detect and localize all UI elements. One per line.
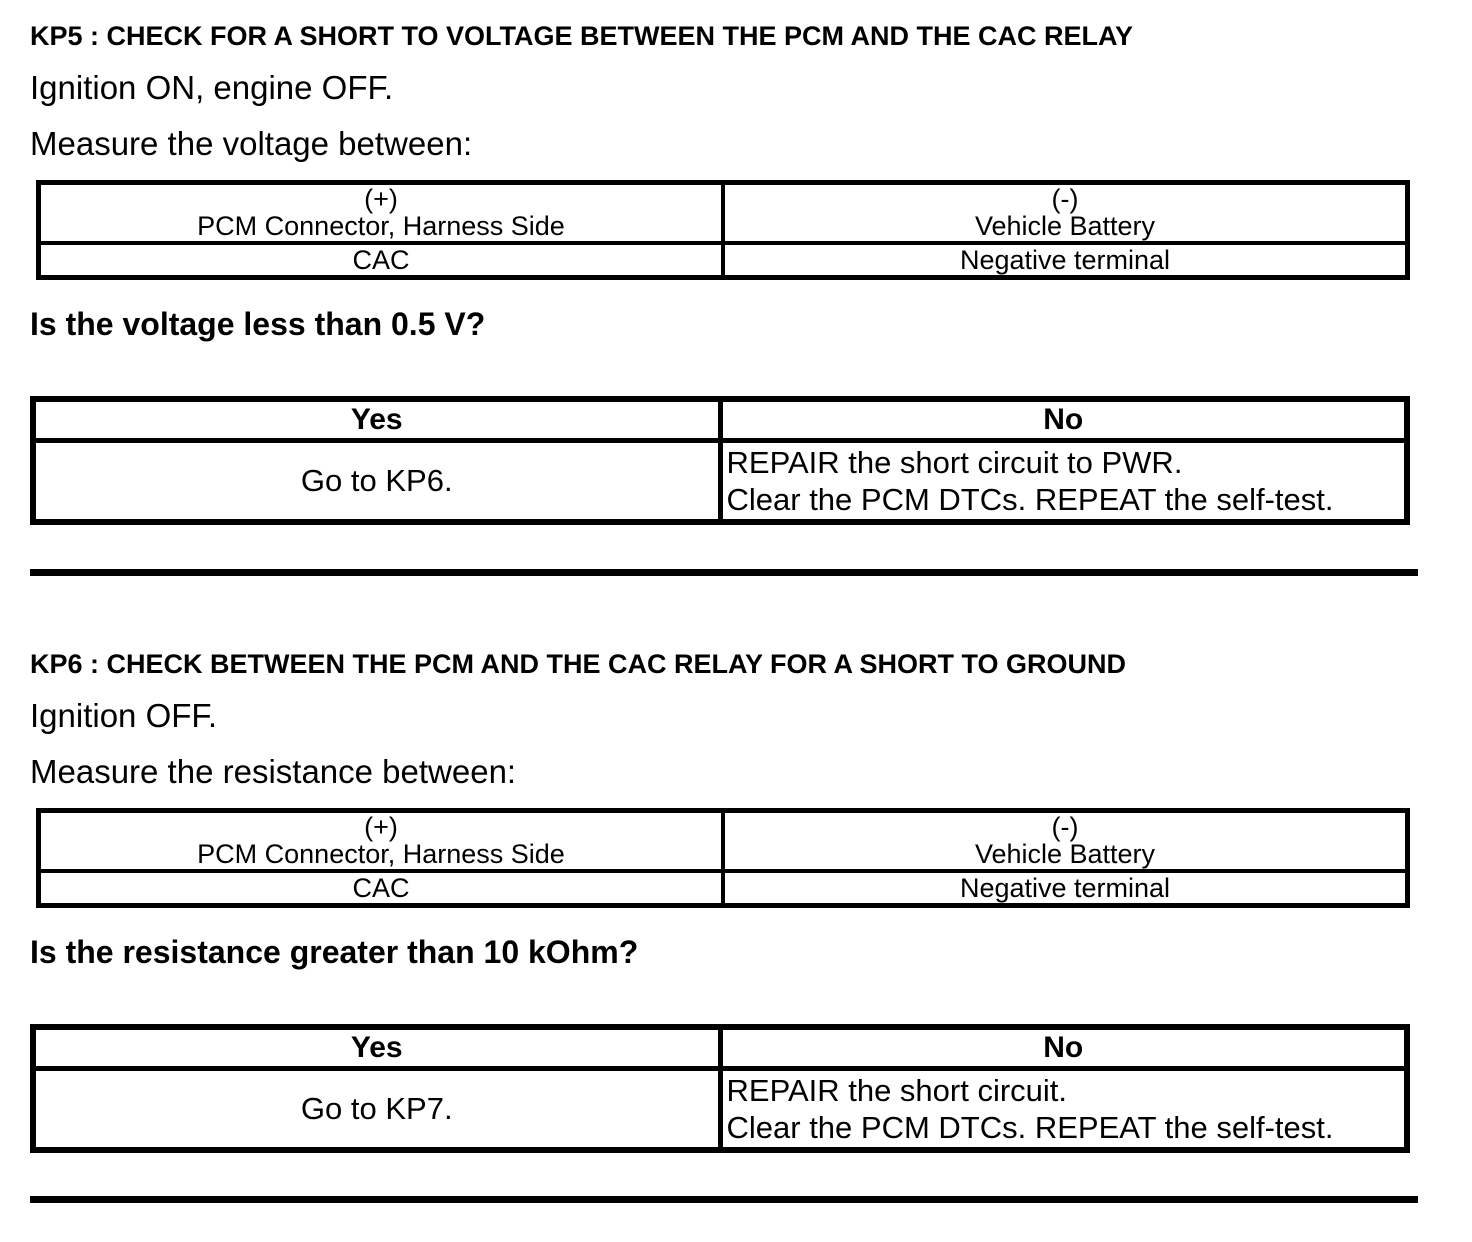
no-header-cell: No [720,399,1407,441]
decision-table [30,396,1410,525]
step-section-kp5 [30,20,1418,525]
positive-lead-pin-cell: CAC [39,871,724,906]
positive-lead-location: PCM Connector, Harness Side [197,839,565,869]
positive-lead-header-cell [39,811,724,872]
yes-action-cell: Go to KP7. [33,1069,720,1151]
yes-header-cell: Yes [33,1027,720,1069]
decision-action-row [33,441,1407,523]
page-bottom-rule [30,1196,1418,1203]
measurement-value-row [39,243,1408,278]
positive-lead-header-cell [39,183,724,244]
decision-question: Is the voltage less than 0.5 V? [30,306,486,342]
measurement-table [36,808,1410,908]
negative-lead-pin-cell: Negative terminal [723,243,1408,278]
positive-polarity-label: (+) [364,184,398,214]
decision-header-row [33,399,1407,441]
measurement-table [36,180,1410,280]
section-divider-rule [30,569,1418,576]
no-action-line: REPAIR the short circuit. [726,1073,1068,1108]
positive-lead-location: PCM Connector, Harness Side [197,211,565,241]
decision-action-row [33,1069,1407,1151]
instruction-measure: Measure the resistance between: [30,753,517,790]
decision-question: Is the resistance greater than 10 kOhm? [30,934,639,970]
measurement-header-row [39,183,1408,244]
negative-lead-location: Vehicle Battery [974,211,1156,241]
instruction-ignition-state: Ignition OFF. [30,697,218,734]
measurement-value-row [39,871,1408,906]
negative-polarity-label: (-) [1051,184,1079,214]
no-action-line: Clear the PCM DTCs. REPEAT the self-test. [726,482,1334,517]
yes-header-cell: Yes [33,399,720,441]
negative-lead-header-cell [723,811,1408,872]
decision-header-row [33,1027,1407,1069]
negative-lead-header-cell [723,183,1408,244]
step-heading-kp5: KP5 : CHECK FOR A SHORT TO VOLTAGE BETWEEN THE PCM AND THE CAC RELAY [30,21,1134,51]
measurement-header-row [39,811,1408,872]
negative-lead-pin-cell: Negative terminal [723,871,1408,906]
document-page [0,20,1472,1203]
negative-lead-location: Vehicle Battery [974,839,1156,869]
negative-polarity-label: (-) [1051,812,1079,842]
no-header-cell: No [720,1027,1407,1069]
instruction-ignition-state: Ignition ON, engine OFF. [30,69,394,106]
positive-lead-pin-cell: CAC [39,243,724,278]
no-action-cell [720,1069,1407,1151]
no-action-line: REPAIR the short circuit to PWR. [726,445,1183,480]
decision-table [30,1024,1410,1153]
yes-action-cell: Go to KP6. [33,441,720,523]
no-action-line: Clear the PCM DTCs. REPEAT the self-test. [726,1110,1334,1145]
instruction-measure: Measure the voltage between: [30,125,473,162]
positive-polarity-label: (+) [364,812,398,842]
no-action-cell [720,441,1407,523]
step-heading-kp6: KP6 : CHECK BETWEEN THE PCM AND THE CAC RELAY FOR A SHORT TO GROUND [30,649,1127,679]
step-section-kp6 [30,648,1418,1153]
